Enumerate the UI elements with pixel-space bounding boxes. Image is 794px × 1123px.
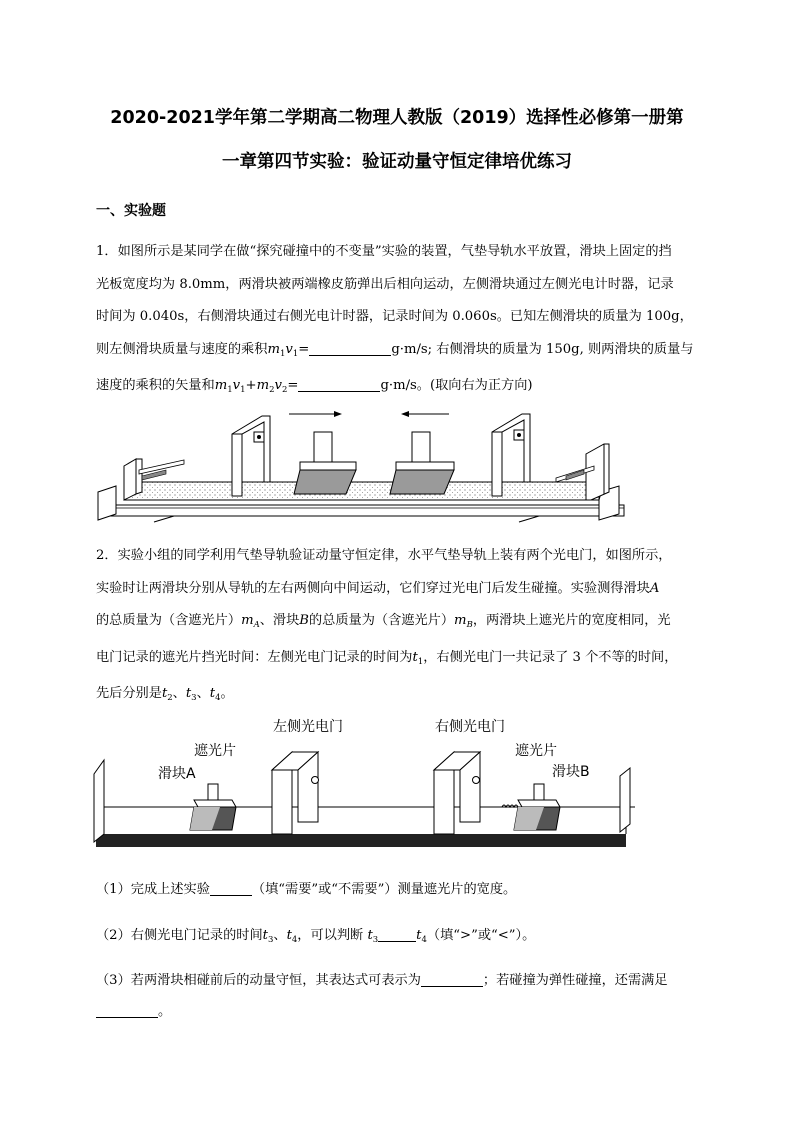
q2-line3: 的总质量为（含遮光片）$m_A$、滑块B的总质量为（含遮光片）$m_B$，两滑块上遮光片的宽度相同，光 xyxy=(96,613,671,630)
air-track-figure xyxy=(94,404,634,529)
sub-question-2: （2）右侧光电门记录的时间$t_3$、$t_4$，可以判断 $t_3$ $t_4$（填“>”或“<”）。 xyxy=(96,928,536,945)
sub-question-3-cont: 。 xyxy=(96,1000,171,1019)
label-shade-left: 遮光片 xyxy=(194,743,236,759)
label-left-gate: 左侧光电门 xyxy=(273,719,343,735)
q2-line5: 先后分别是$t_2$、$t_3$、$t_4$。 xyxy=(96,686,234,703)
q2-line4: 电门记录的遮光片挡光时间：左侧光电门记录的时间为$t_1$，右侧光电门一共记录了 3 个不等的时间， xyxy=(96,649,678,667)
sub-question-1: （1）完成上述实验 （填“需要”或“不需要”）测量遮光片的宽度。 xyxy=(96,882,517,897)
page-title-line2: 一章第四节实验：验证动量守恒定律培优练习 xyxy=(222,152,572,172)
label-slider-a: 滑块A xyxy=(158,766,196,782)
q1-line1: 1．如图所示是某同学在做“探究碰撞中的不变量”实验的装置，气垫导轨水平放置，滑块上固定的挡 xyxy=(96,244,672,259)
q1-line2: 光板宽度均为 8.0mm，两滑块被两端橡皮筋弹出后相向运动，左侧滑块通过左侧光电计时器，记录 xyxy=(96,276,674,292)
q2-line2: 实验时让两滑块分别从导轨的左右两侧向中间运动，它们穿过光电门后发生碰撞。实验测得滑块A xyxy=(96,580,660,596)
label-right-gate: 右侧光电门 xyxy=(435,719,505,735)
label-slider-b: 滑块B xyxy=(552,764,590,780)
sub-question-3: （3）若两滑块相碰前后的动量守恒，其表达式可表示为 ；若碰撞为弹性碰撞，还需满足 xyxy=(96,973,668,988)
q1-line4: 则左侧滑块质量与速度的乘积$m_1v_1= g\cdot m/s$; 右侧滑块的质量为 150g, 则两滑块的质量与 xyxy=(96,341,694,359)
q1-line5: 速度的乘积的矢量和$m_1v_1+m_2v_2= g\cdot m/s$。(取向右为正方向) xyxy=(96,378,533,395)
answer-blank-5[interactable] xyxy=(421,972,483,987)
photogate-figure xyxy=(90,712,640,857)
answer-blank-2[interactable] xyxy=(298,377,380,392)
q1-line3: 时间为 0.040s，右侧滑块通过右侧光电计时器，记录时间为 0.060s。已知左侧滑块的质量为 100g， xyxy=(96,309,693,324)
section-heading: 一、实验题 xyxy=(96,203,166,219)
label-shade-right: 遮光片 xyxy=(515,743,557,759)
page-title-line1: 2020-2021学年第二学期高二物理人教版（2019）选择性必修第一册第 xyxy=(110,108,684,128)
answer-blank-3[interactable] xyxy=(210,881,252,896)
answer-blank-6[interactable] xyxy=(96,1003,158,1018)
question-2 xyxy=(96,540,708,715)
answer-blank-1[interactable] xyxy=(309,341,391,356)
answer-blank-4[interactable] xyxy=(378,927,416,942)
question-1 xyxy=(96,236,708,407)
q2-line1: 2．实验小组的同学利用气垫导轨验证动量守恒定律，水平气垫导轨上装有两个光电门，如图所示， xyxy=(96,548,672,563)
